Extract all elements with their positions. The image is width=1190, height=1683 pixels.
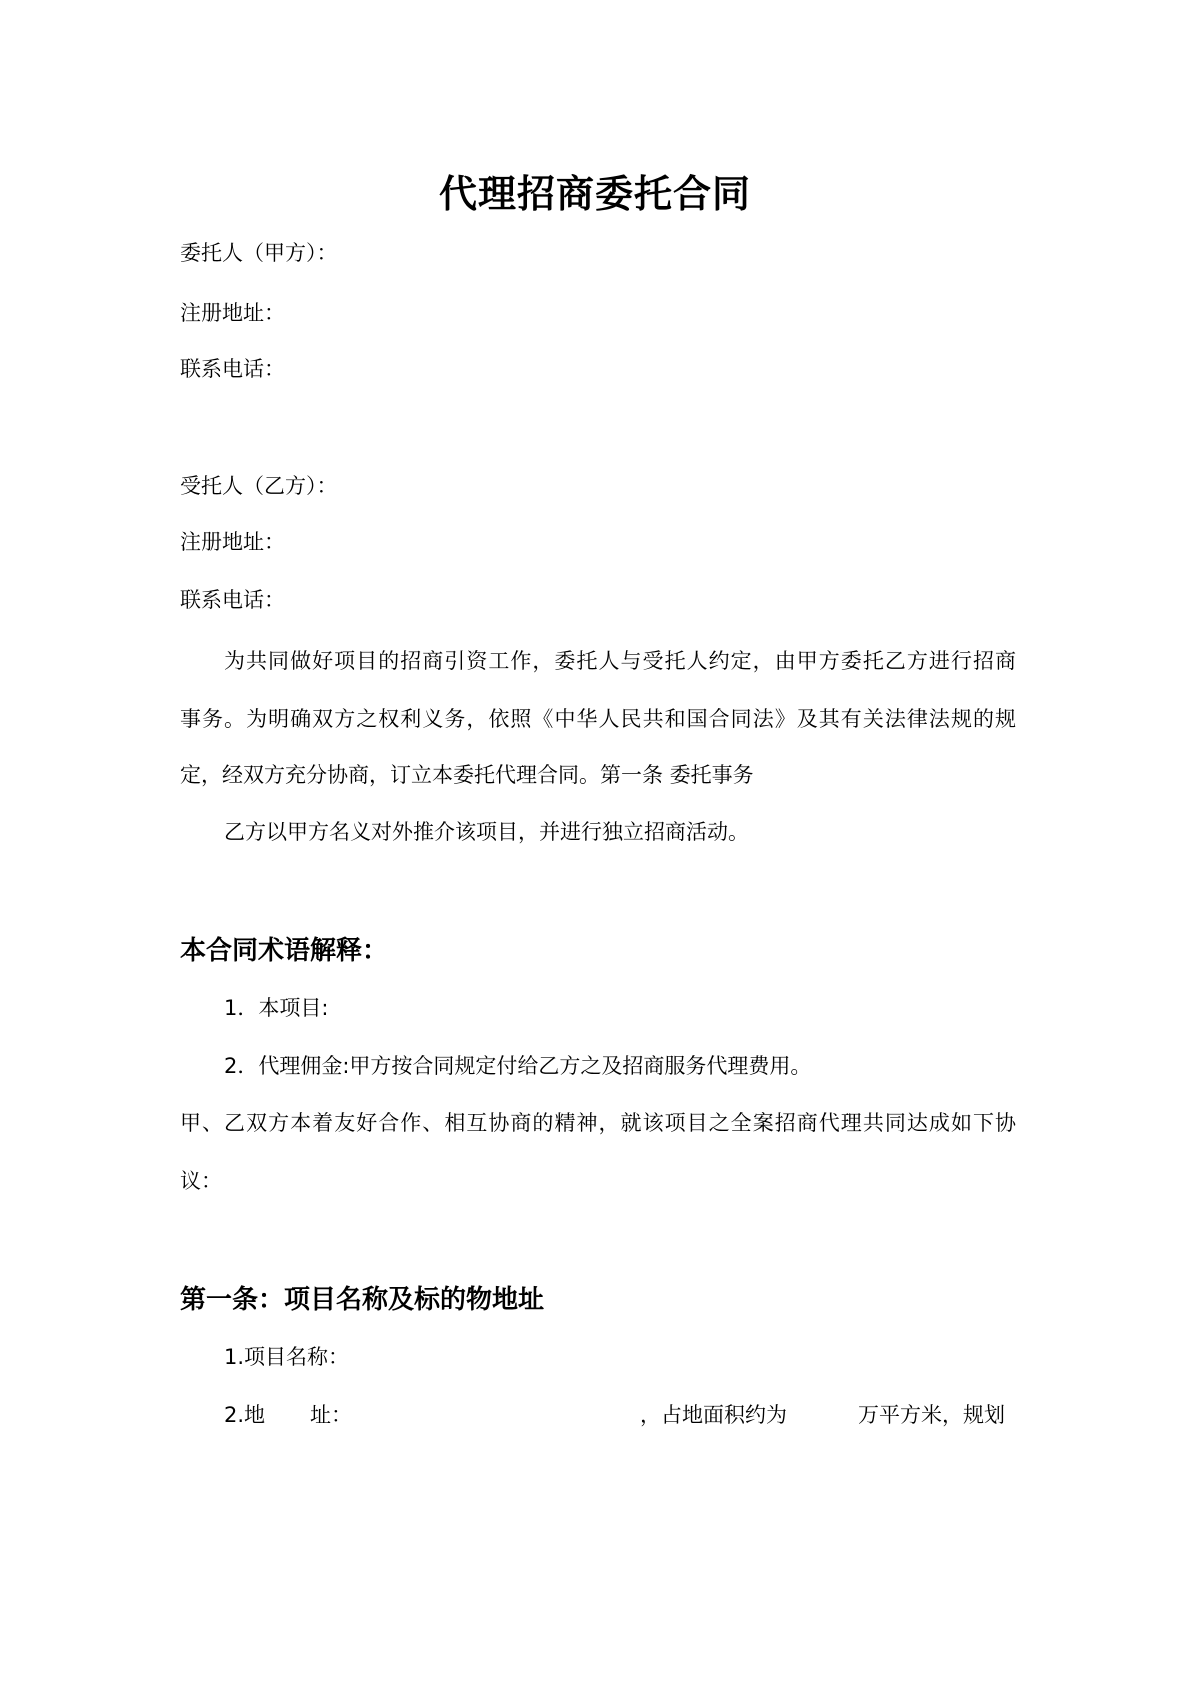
preamble-line-2: 事务。为明确双方之权利义务，依照《中华人民共和国合同法》及其有关法律法规的规 <box>180 707 1016 731</box>
terms-heading: 本合同术语解释： <box>180 936 389 966</box>
party-a-name-label: 委托人（甲方）： <box>180 241 338 265</box>
article-1-item-2-end: 万平方米，规划 <box>858 1403 1005 1427</box>
party-b-address-label: 注册地址： <box>180 530 285 554</box>
preamble-line-1: 为共同做好项目的招商引资工作，委托人与受托人约定，由甲方委托乙方进行招商 <box>224 649 1016 673</box>
party-b-phone-label: 联系电话： <box>180 588 285 612</box>
article-1-item-2-area: ，占地面积约为 <box>640 1403 787 1427</box>
article-1-item-2-label-b: 址： <box>310 1403 352 1427</box>
agreement-line-2: 议： <box>180 1169 222 1193</box>
article-1-heading: 第一条：项目名称及标的物地址 <box>180 1285 545 1315</box>
document-title: 代理招商委托合同 <box>438 172 751 216</box>
party-b-name-label: 受托人（乙方）： <box>180 474 338 498</box>
article-1-item-2-label-a: 2.地 <box>224 1403 266 1427</box>
terms-item-2: 2．代理佣金:甲方按合同规定付给乙方之及招商服务代理费用。 <box>224 1054 812 1078</box>
article-1-item-1: 1.项目名称： <box>224 1345 350 1369</box>
preamble-line-3: 定，经双方充分协商，订立本委托代理合同。第一条 委托事务 <box>180 763 754 787</box>
party-a-phone-label: 联系电话： <box>180 357 285 381</box>
terms-item-1: 1．本项目: <box>224 996 329 1020</box>
party-a-address-label: 注册地址： <box>180 301 285 325</box>
preamble-line-4: 乙方以甲方名义对外推介该项目，并进行独立招商活动。 <box>224 820 749 844</box>
agreement-line-1: 甲、乙双方本着友好合作、相互协商的精神，就该项目之全案招商代理共同达成如下协 <box>180 1111 1016 1135</box>
